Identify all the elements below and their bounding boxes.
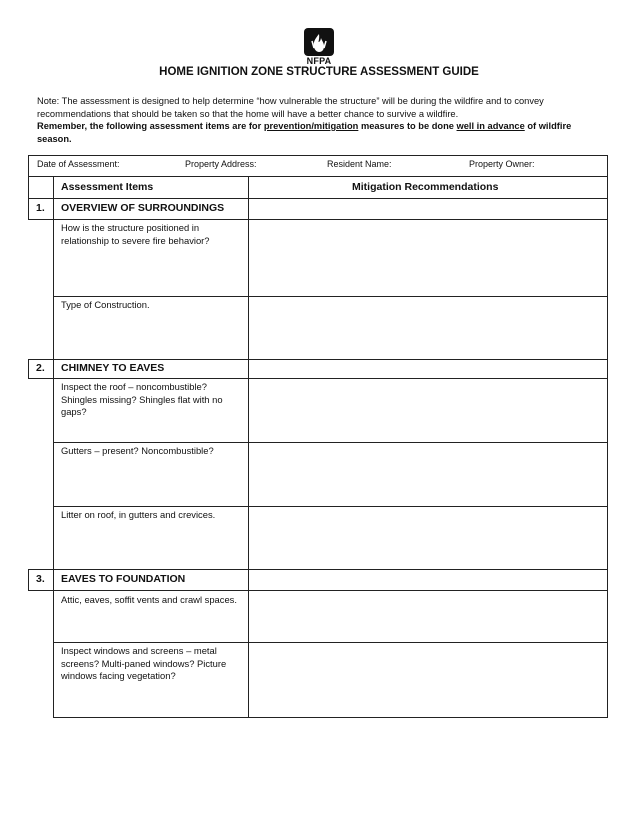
assessment-item: Attic, eaves, soffit vents and crawl spaces.: [61, 594, 237, 605]
resident-name-field[interactable]: Resident Name:: [327, 159, 392, 169]
section-title: OVERVIEW OF SURROUNDINGS: [61, 202, 225, 214]
logo-label: NFPA: [306, 56, 332, 66]
assessment-item: Inspect windows and screens – metal screens? Multi-paned windows? Picture windows facing vegetation?: [61, 645, 227, 681]
assessment-item: How is the structure positioned in relationship to severe fire behavior?: [61, 222, 210, 246]
mitigation-cell[interactable]: [249, 297, 607, 359]
note-line-1: Note: The assessment is designed to help determine “how vulnerable the structure” will be during the wildfire and to convey: [37, 96, 544, 106]
assessment-item: Gutters – present? Noncombustible?: [61, 445, 214, 456]
mitigation-cell[interactable]: [249, 443, 607, 506]
property-owner-field[interactable]: Property Owner:: [469, 159, 535, 169]
page-title: HOME IGNITION ZONE STRUCTURE ASSESSMENT GUIDE: [159, 66, 479, 78]
assessment-item: Type of Construction.: [61, 299, 150, 310]
date-of-assessment-field[interactable]: Date of Assessment:: [37, 159, 120, 169]
mitigation-cell[interactable]: [249, 591, 607, 642]
section-number: 3.: [36, 573, 45, 585]
section-title: EAVES TO FOUNDATION: [61, 573, 186, 585]
column-header-mitigation: Mitigation Recommendations: [352, 181, 499, 193]
section-number: 1.: [36, 202, 45, 214]
property-info-bar: [28, 155, 608, 177]
section-title: CHIMNEY TO EAVES: [61, 362, 165, 374]
mitigation-cell[interactable]: [249, 643, 607, 717]
mitigation-cell[interactable]: [249, 507, 607, 569]
mitigation-cell[interactable]: [249, 379, 607, 442]
section-number: 2.: [36, 362, 45, 374]
assessment-item: Litter on roof, in gutters and crevices.: [61, 509, 216, 520]
note-line-2: recommendations that should be taken so that the home will have a better chance to survive a wildfire.: [37, 108, 459, 119]
mitigation-cell[interactable]: [249, 220, 607, 296]
column-header-assessment-items: Assessment Items: [61, 181, 154, 193]
note-reminder: Remember, the following assessment items are for prevention/mitigation measures to be done well in advance of wildfire: [37, 121, 572, 131]
assessment-note: [37, 95, 607, 145]
note-reminder-end: season.: [37, 133, 72, 144]
property-address-field[interactable]: Property Address:: [185, 159, 257, 169]
assessment-item: Inspect the roof – noncombustible? Shingles missing? Shingles flat with no gaps?: [61, 381, 223, 417]
